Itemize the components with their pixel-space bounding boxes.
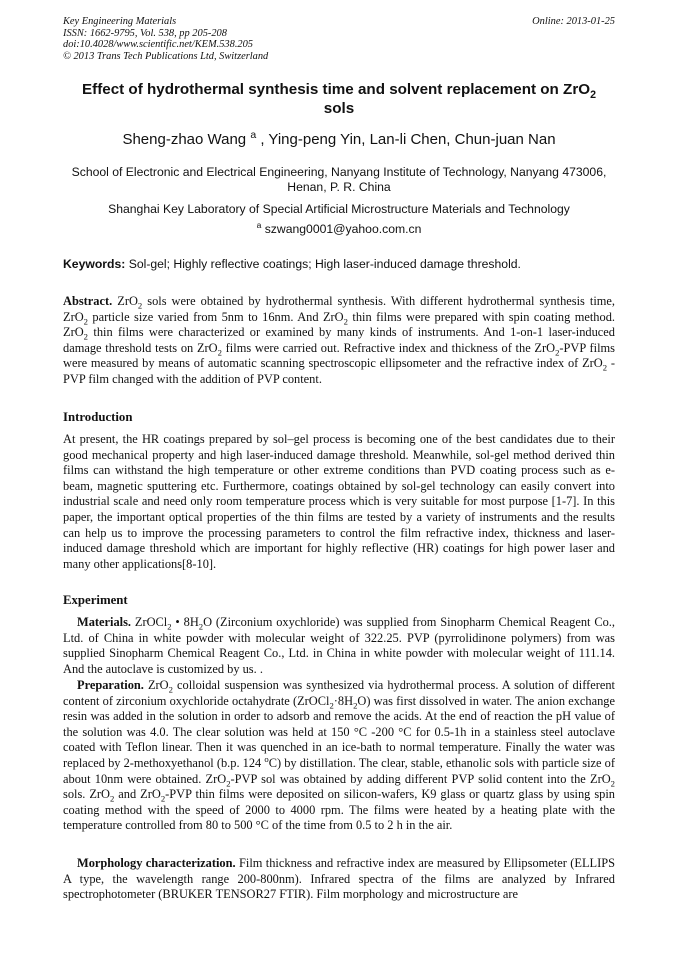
preparation-text-2: colloidal suspension was synthesized via hydrothermal process. A solution of different content of zirconium oxychloride octahydrate (ZrOCl — [63, 678, 615, 708]
author-email — [63, 219, 615, 237]
online-date: Online: 2013-01-25 — [532, 16, 615, 27]
preparation-sub-3: 2 — [353, 700, 358, 711]
author-first-mark: a — [250, 129, 257, 141]
journal-name: Key Engineering Materials — [63, 16, 177, 27]
materials-paragraph — [63, 615, 615, 677]
abstract-sub-5: 2 — [217, 347, 222, 358]
preparation-label: Preparation. — [77, 678, 144, 692]
preparation-text-6: -PVP sol was obtained by adding different PVP solid content into the ZrO — [230, 771, 611, 786]
keywords — [63, 257, 615, 272]
doi-line: doi:10.4028/www.scientific.net/KEM.538.205 — [63, 39, 253, 51]
abstract-sub-6: 2 — [555, 347, 560, 358]
email-text: szwang0001@yahoo.com.cn — [261, 222, 422, 236]
experiment-heading: Experiment — [63, 593, 128, 607]
abstract-text-2: sols were obtained by hydrothermal synthesis. With different hydrothermal synthesis time, ZrO — [63, 294, 615, 324]
title-subscript: 2 — [590, 89, 596, 102]
morphology-paragraph — [63, 856, 615, 903]
abstract-text-7: -PVP films were measured by means of automatic scanning spectroscopic ellipsometer and the refractive index of ZrO — [63, 340, 615, 371]
preparation-sub-4: 2 — [226, 778, 231, 789]
preparation-paragraph — [63, 678, 615, 834]
abstract-sub-4: 2 — [83, 331, 88, 342]
abstract-text-5: thin films were characterized or examined by many kinds of instruments. And 1-on-1 laser-induced damage threshold tests on ZrO — [63, 325, 615, 355]
affiliation-lab: Shanghai Key Laboratory of Special Artificial Microstructure Materials and Technology — [108, 202, 570, 216]
author-list — [63, 131, 615, 149]
title-text: Effect of hydrothermal synthesis time and solvent replacement on ZrO — [82, 81, 591, 98]
materials-sub-2: 2 — [198, 621, 204, 632]
issn-line: ISSN: 1662-9795, Vol. 538, pp 205-208 — [63, 27, 227, 39]
email-mark: a — [256, 219, 262, 230]
materials-label: Materials. — [77, 615, 132, 629]
author-first: Sheng-zhao Wang — [122, 131, 247, 148]
abstract-text-8: -PVP film changed with the addition of PVP content. — [63, 356, 615, 386]
abstract-sub-2: 2 — [83, 316, 88, 327]
preparation-sub-6: 2 — [110, 793, 115, 804]
morphology-label: Morphology characterization. — [77, 856, 236, 870]
copyright-line: © 2013 Trans Tech Publications Ltd, Switzerland — [63, 50, 269, 62]
abstract-sub-1: 2 — [137, 300, 143, 311]
materials-text-2: • 8H — [171, 615, 199, 629]
preparation-text-5: C) by distillation. The clear, stable, ethanolic sols with particle size of about 10nm were obtained. ZrO — [63, 755, 615, 786]
abstract-label: Abstract. — [63, 294, 113, 308]
abstract-sub-3: 2 — [343, 316, 348, 327]
abstract-text-1: ZrO — [112, 294, 138, 308]
morphology-text: Film thickness and refractive index are measured by Ellipsometer (ELLIPS A type, the wavelength range 200-800nm). Infrared spectra of the films are analyzed by Infrared spectrophotometer (BRUKER TENSOR27 FTIR). Film morphology and microstructure are — [63, 856, 615, 902]
preparation-text-8: and ZrO — [114, 787, 161, 802]
title-line-2: sols — [323, 100, 355, 117]
materials-text-3: O (Zirconium oxychloride) was supplied from Sinopharm Chemical Reagent Co., Ltd. of China in white powder with molecular weight of 322.25. PVP (pyrrolidinone polymers) from was supplied Sinopharm Chemical Reagent Co., Ltd. in China in white powder with molecular weight of 111.14. And the autoclave is customized by us. . — [63, 615, 615, 676]
abstract-text-4: thin films were prepared with spin coating method. ZrO — [63, 309, 615, 340]
introduction-text: At present, the HR coatings prepared by sol–gel process is becoming one of the best candidates due to their good mechanical property and high laser-induced damage threshold. Meanwhile, sol-gel method derived thin films can withstand the high temperature or other extreme conditions than PVD coating process such as e-beam, magnetic sputtering etc. Furthermore, coatings obtained by sol-gel technology can easily convert into industrial scale and need only room temperature process which is very suitable for most purpose [1-7]. In this paper, the important optical properties of the thin films are tested by a variety of instruments and the results can help us to improve the processing parameters to control the film refractive index, thickness and laser-induced damage threshold which are important for highly reflective (HR) coatings for high power laser and many other applications[8-10]. — [63, 432, 615, 571]
preparation-text-9: -PVP thin films were deposited on silicon-wafers, K9 glass or quartz glass by using spin coating method with the speed of 2000 to 4000 rpm. The films were heated by a heating plate with the temperature controlled from 80 to 500 °C of the time from 0.5 to 2 h in the air. — [63, 787, 615, 833]
preparation-sub-5: 2 — [610, 778, 615, 789]
preparation-text-7: sols. ZrO — [63, 787, 110, 802]
abstract — [63, 294, 615, 388]
preparation-sub-2: 2 — [329, 700, 334, 711]
keywords-label: Keywords: — [63, 257, 126, 271]
keywords-text: Sol-gel; Highly reflective coatings; High laser-induced damage threshold. — [125, 257, 521, 271]
degree-mark: o — [264, 753, 269, 764]
author-others: , Ying-peng Yin, Lan-li Chen, Chun-juan Nan — [256, 131, 556, 148]
preparation-sub-7: 2 — [160, 793, 166, 804]
abstract-sub-7: 2 — [602, 362, 608, 373]
preparation-sub-1: 2 — [168, 684, 173, 695]
preparation-text-1: ZrO — [143, 678, 169, 692]
materials-text-1: ZrOCl — [131, 615, 168, 629]
materials-sub-1: 2 — [167, 621, 172, 632]
abstract-text-6: films were carried out. Refractive index and thickness of the ZrO — [221, 340, 556, 355]
journal-header — [63, 16, 615, 62]
preparation-text-3: ·8H — [333, 693, 354, 708]
paper-title — [63, 80, 615, 118]
introduction-heading: Introduction — [63, 410, 133, 424]
abstract-text-3: particle size varied from 5nm to 16nm. And ZrO — [87, 309, 344, 324]
affiliation-school: School of Electronic and Electrical Engineering, Nanyang Institute of Technology, Nanyang 473006, Henan, P. R. China — [71, 165, 607, 194]
preparation-text-4: O) was first dissolved in water. The anion exchange resin was added in the solution in order to adsorb and remove the acids. At the end of reaction the pH value of the solution was 4.0. The clear solution was held at 150 °C -200 °C for 0.5-1h in a stainless steel autoclave coated with Teflon linear. Then it was quenched in an ice-bath to normal temperature. Finally the water was replaced by 2-methoxyethanol (b.p. 124 — [63, 693, 616, 770]
